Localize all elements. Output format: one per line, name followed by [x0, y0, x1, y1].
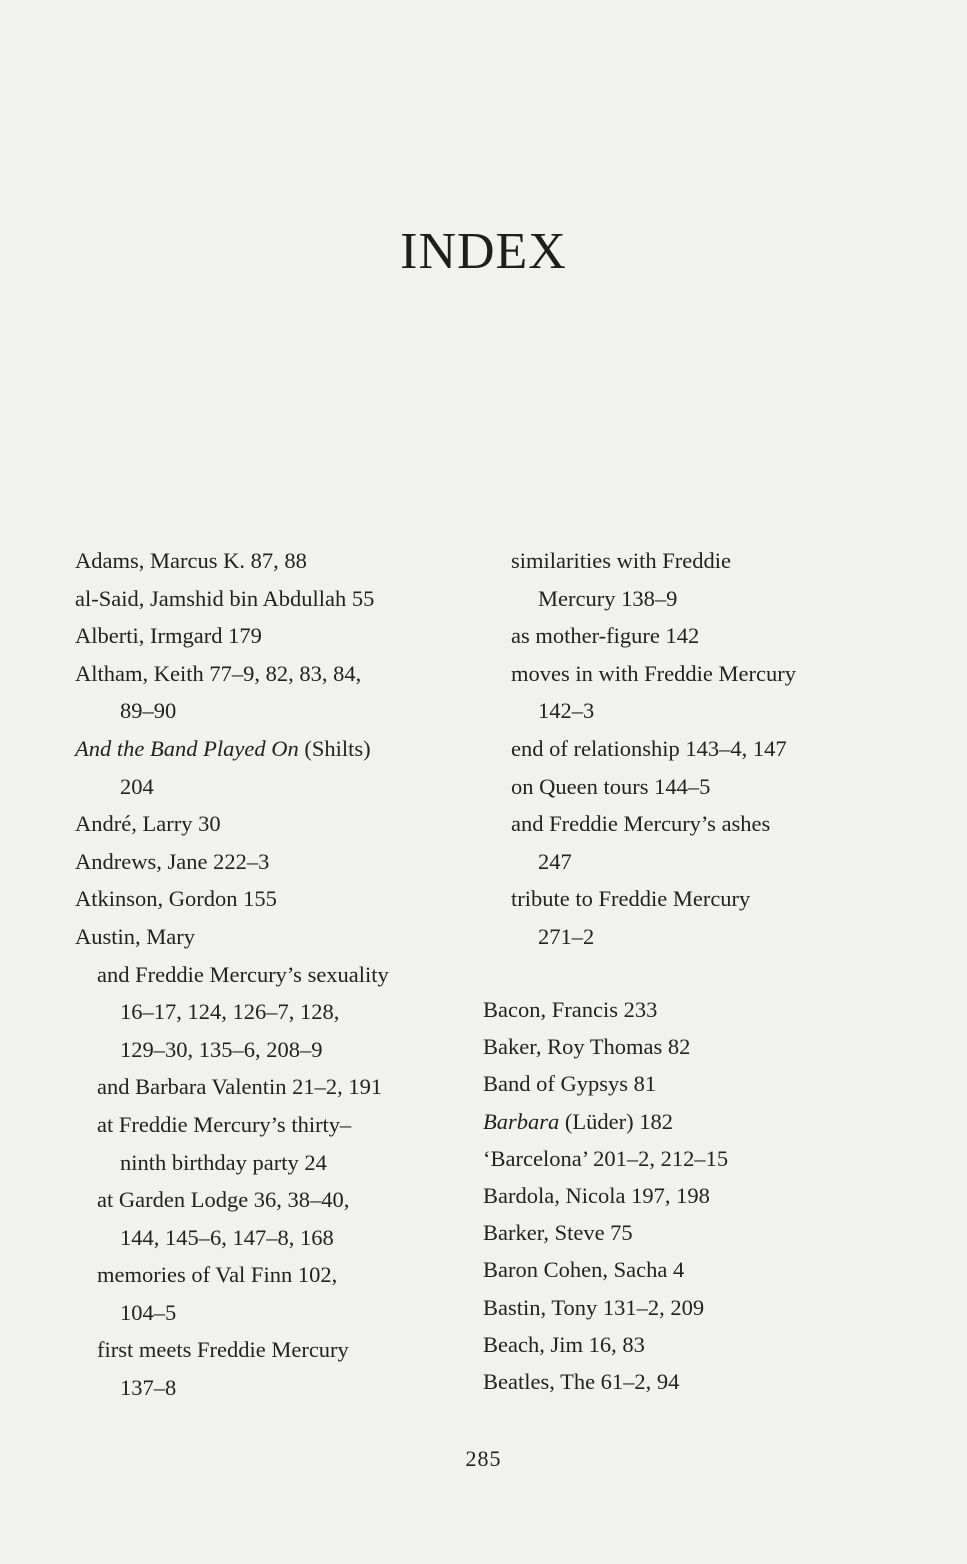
- entry-text: Bastin, Tony 131–2, 209: [483, 1294, 705, 1320]
- index-entry: [75, 655, 389, 693]
- entry-text: 137–8: [120, 1375, 177, 1401]
- entry-text: Atkinson, Gordon 155: [75, 886, 277, 912]
- index-subentry: [75, 768, 389, 806]
- index-entry: [75, 805, 389, 843]
- entry-text: Adams, Marcus K. 87, 88: [75, 548, 307, 573]
- index-subentry: [483, 880, 796, 918]
- index-subentry: [483, 580, 796, 618]
- entry-text: 247: [538, 848, 572, 874]
- entry-text: Barker, Steve 75: [483, 1220, 633, 1246]
- index-entry: [75, 843, 389, 881]
- entry-text: 142–3: [538, 698, 595, 724]
- index-entry: [483, 1065, 728, 1102]
- italic-title-text: Barbara: [483, 1108, 560, 1134]
- entry-text: (Shilts): [298, 735, 371, 761]
- index-subentry: [483, 730, 796, 768]
- index-subentry: [75, 1068, 389, 1106]
- index-entry: [483, 1363, 728, 1400]
- entry-text: ‘Barcelona’ 201–2, 212–15: [483, 1145, 729, 1171]
- entry-text: on Queen tours 144–5: [511, 773, 711, 799]
- italic-title-text: And the Band Played On: [75, 735, 299, 761]
- entry-text: 204: [120, 773, 154, 799]
- entry-text: end of relationship 143–4, 147: [511, 735, 787, 761]
- index-entry: [75, 730, 389, 768]
- page-title: INDEX: [400, 223, 567, 280]
- index-entry: [75, 880, 389, 918]
- index-column-left: [75, 542, 389, 1407]
- entry-text: Altham, Keith 77–9, 82, 83, 84,: [75, 660, 362, 686]
- entry-text: similarities with Freddie: [511, 548, 731, 573]
- index-entry: [75, 918, 389, 956]
- index-subentry: [75, 993, 389, 1031]
- entry-text: memories of Val Finn 102,: [97, 1262, 338, 1288]
- entry-text: Band of Gypsys 81: [483, 1071, 657, 1097]
- index-subentry: [483, 768, 796, 806]
- entry-text: as mother-figure 142: [511, 623, 700, 649]
- index-subentry: [483, 617, 796, 655]
- entry-text: Bardola, Nicola 197, 198: [483, 1183, 710, 1209]
- entry-text: Austin, Mary: [75, 923, 195, 949]
- index-entry: [483, 991, 728, 1028]
- entry-text: al-Said, Jamshid bin Abdullah 55: [75, 585, 375, 611]
- index-entry: [483, 1251, 728, 1288]
- entry-text: first meets Freddie Mercury: [97, 1337, 349, 1363]
- index-subentry: [483, 843, 796, 881]
- index-entry: [483, 1140, 728, 1177]
- entry-text: Bacon, Francis 233: [483, 997, 658, 1022]
- entry-text: André, Larry 30: [75, 811, 221, 837]
- entry-text: Beach, Jim 16, 83: [483, 1331, 645, 1357]
- entry-text: 129–30, 135–6, 208–9: [120, 1036, 323, 1062]
- entry-text: moves in with Freddie Mercury: [511, 660, 796, 686]
- index-subentry: [75, 1369, 389, 1407]
- index-subentry: [75, 1144, 389, 1182]
- index-subentry: [483, 805, 796, 843]
- entry-text: ninth birthday party 24: [120, 1149, 327, 1175]
- entry-text: Beatles, The 61–2, 94: [483, 1369, 680, 1395]
- entry-text: and Barbara Valentin 21–2, 191: [97, 1074, 383, 1100]
- index-entry: [483, 1028, 728, 1065]
- entry-text: Mercury 138–9: [538, 585, 678, 611]
- index-subentry: [75, 956, 389, 994]
- entry-text: at Freddie Mercury’s thirty–: [97, 1111, 352, 1137]
- index-subentry: [483, 542, 796, 580]
- index-subentry: [75, 1256, 389, 1294]
- index-column-right-continued: [483, 542, 796, 956]
- entry-text: Andrews, Jane 222–3: [75, 848, 270, 874]
- index-subentry: [483, 918, 796, 956]
- entry-text: 104–5: [120, 1299, 177, 1325]
- entry-text: and Freddie Mercury’s sexuality: [97, 961, 389, 987]
- index-subentry: [75, 1181, 389, 1219]
- index-subentry: [483, 692, 796, 730]
- index-entry: [75, 617, 389, 655]
- entry-text: 89–90: [120, 698, 177, 724]
- index-subentry: [75, 692, 389, 730]
- entry-text: 144, 145–6, 147–8, 168: [120, 1224, 334, 1250]
- entry-text: 16–17, 124, 126–7, 128,: [120, 999, 340, 1025]
- entry-text: 271–2: [538, 923, 595, 949]
- index-entry: [483, 1289, 728, 1326]
- entry-text: at Garden Lodge 36, 38–40,: [97, 1187, 350, 1213]
- entry-text: (Lüder) 182: [559, 1108, 673, 1134]
- index-subentry: [483, 655, 796, 693]
- page-number: 285: [465, 1446, 502, 1471]
- entry-text: Baron Cohen, Sacha 4: [483, 1257, 685, 1283]
- index-entry: [483, 1177, 728, 1214]
- index-entry: [483, 1326, 728, 1363]
- index-subentry: [75, 1219, 389, 1257]
- index-subentry: [75, 1294, 389, 1332]
- index-entry: [75, 542, 389, 580]
- index-subentry: [75, 1331, 389, 1369]
- index-subentry: [75, 1106, 389, 1144]
- index-entry: [483, 1214, 728, 1251]
- entry-text: Baker, Roy Thomas 82: [483, 1034, 691, 1060]
- index-entry: [75, 580, 389, 618]
- index-column-right-b-entries: [483, 991, 728, 1400]
- entry-text: and Freddie Mercury’s ashes: [511, 811, 771, 837]
- entry-text: tribute to Freddie Mercury: [511, 886, 751, 912]
- index-subentry: [75, 1031, 389, 1069]
- index-entry: [483, 1103, 728, 1140]
- entry-text: Alberti, Irmgard 179: [75, 623, 262, 649]
